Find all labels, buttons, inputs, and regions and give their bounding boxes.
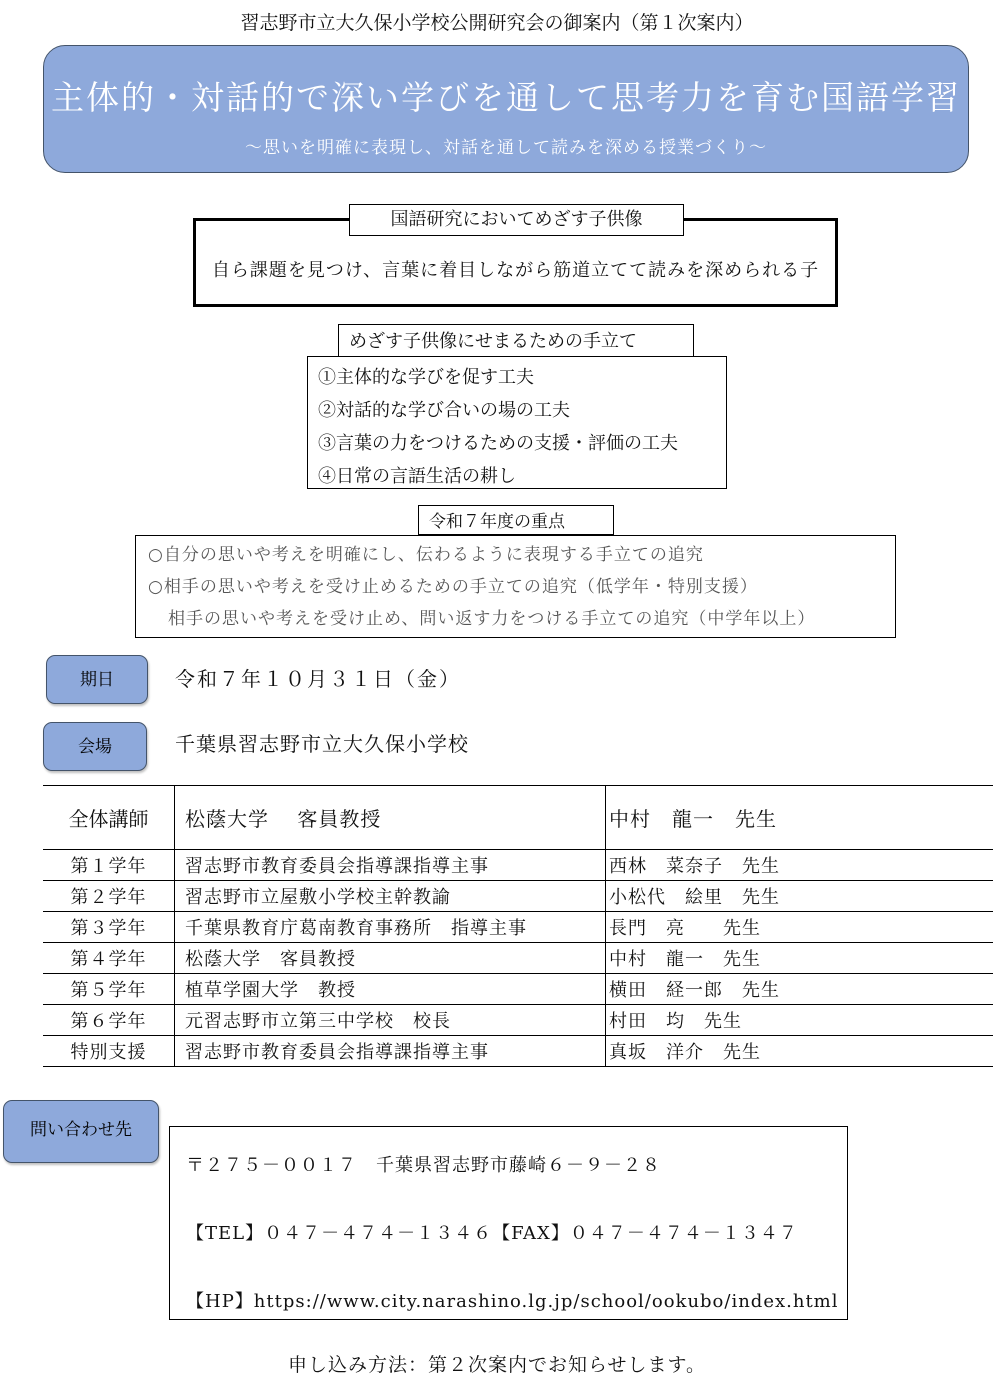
lecturer-affiliation: 習志野市立屋敷小学校主幹教諭 (175, 881, 606, 912)
contact-address: 〒２７５－００１７ 千葉県習志野市藤崎６－９－２８ (186, 1155, 661, 1176)
means-item: ③言葉の力をつけるための支援・評価の工夫 (318, 433, 678, 454)
venue-tag: 会場 (43, 722, 147, 771)
goal-text: 自ら課題を見つけ、言葉に着目しながら筋道立てて読みを深められる子 (211, 260, 820, 281)
lecturer-grade: 特別支援 (43, 1036, 175, 1067)
lecturer-name: 西林 菜奈子 先生 (606, 850, 994, 881)
sub-title: ～思いを明確に表現し、対話を通して読みを深める授業づくり～ (245, 138, 767, 158)
focus-box (135, 535, 896, 638)
lecturer-role: 全体講師 (43, 786, 175, 850)
table-row (43, 881, 993, 912)
focus-item: ○相手の思いや考えを受け止めるための手立ての追究（低学年・特別支援） (148, 577, 758, 597)
lecturer-affiliation: 元習志野市立第三中学校 校長 (175, 1005, 606, 1036)
means-item: ④日常の言語生活の耕し (318, 466, 516, 487)
lecturer-table (43, 785, 993, 1067)
lecturer-affiliation: 千葉県教育庁葛南教育事務所 指導主事 (175, 912, 606, 943)
table-row (43, 912, 993, 943)
focus-label: 令和７年度の重点 (418, 505, 614, 535)
table-row (43, 850, 993, 881)
lecturer-grade: 第４学年 (43, 943, 175, 974)
contact-box (169, 1126, 848, 1320)
table-row (43, 943, 993, 974)
lecturer-affiliation: 松蔭大学 客員教授 (175, 786, 606, 850)
focus-item: ○自分の思いや考えを明確にし、伝わるように表現する手立ての追究 (148, 545, 704, 565)
lecturer-affiliation: 植草学園大学 教授 (175, 974, 606, 1005)
lecturer-name: 中村 龍一 先生 (606, 943, 994, 974)
goal-label: 国語研究においてめざす子供像 (349, 204, 684, 236)
means-item: ②対話的な学び合いの場の工夫 (318, 400, 570, 421)
title-banner (43, 45, 969, 173)
lecturer-grade: 第１学年 (43, 850, 175, 881)
table-row (43, 974, 993, 1005)
lecturer-grade: 第２学年 (43, 881, 175, 912)
lecturer-affiliation: 習志野市教育委員会指導課指導主事 (175, 850, 606, 881)
lecturer-affiliation: 習志野市教育委員会指導課指導主事 (175, 1036, 606, 1067)
lecturer-name: 長門 亮 先生 (606, 912, 994, 943)
means-label: めざす子供像にせまるための手立て (338, 324, 694, 357)
main-title: 主体的・対話的で深い学びを通して思考力を育む国語学習 (51, 78, 961, 117)
focus-item: 相手の思いや考えを受け止め、問い返す力をつける手立ての追究（中学年以上） (168, 609, 816, 629)
date-tag: 期日 (46, 655, 148, 704)
contact-tag: 問い合わせ先 (3, 1100, 159, 1163)
lecturer-grade: 第５学年 (43, 974, 175, 1005)
date-value: 令和７年１０月３１日（金） (175, 667, 461, 691)
lecturer-name: 村田 均 先生 (606, 1005, 994, 1036)
lecturer-name: 真坂 洋介 先生 (606, 1036, 994, 1067)
means-item: ①主体的な学びを促す工夫 (318, 367, 534, 388)
lecturer-name: 横田 経一郎 先生 (606, 974, 994, 1005)
apply-note: 申し込み方法：第２次案内でお知らせします。 (288, 1354, 706, 1376)
contact-phone: 【TEL】０４７－４７４－１３４６【FAX】０４７－４７４－１３４７ (186, 1223, 798, 1244)
lecturer-name: 小松代 絵里 先生 (606, 881, 994, 912)
table-row-lead (43, 786, 993, 850)
contact-hp-link[interactable]: 【HP】https://www.city.narashino.lg.jp/school/ookubo/index.html (186, 1291, 839, 1312)
venue-value: 千葉県習志野市立大久保小学校 (175, 732, 469, 756)
table-row (43, 1005, 993, 1036)
means-box (307, 356, 727, 489)
header-line: 習志野市立大久保小学校公開研究会の御案内（第１次案内） (240, 12, 754, 34)
lecturer-grade: 第６学年 (43, 1005, 175, 1036)
table-row (43, 1036, 993, 1067)
lecturer-name: 中村 龍一 先生 (606, 786, 994, 850)
lecturer-grade: 第３学年 (43, 912, 175, 943)
lecturer-affiliation: 松蔭大学 客員教授 (175, 943, 606, 974)
